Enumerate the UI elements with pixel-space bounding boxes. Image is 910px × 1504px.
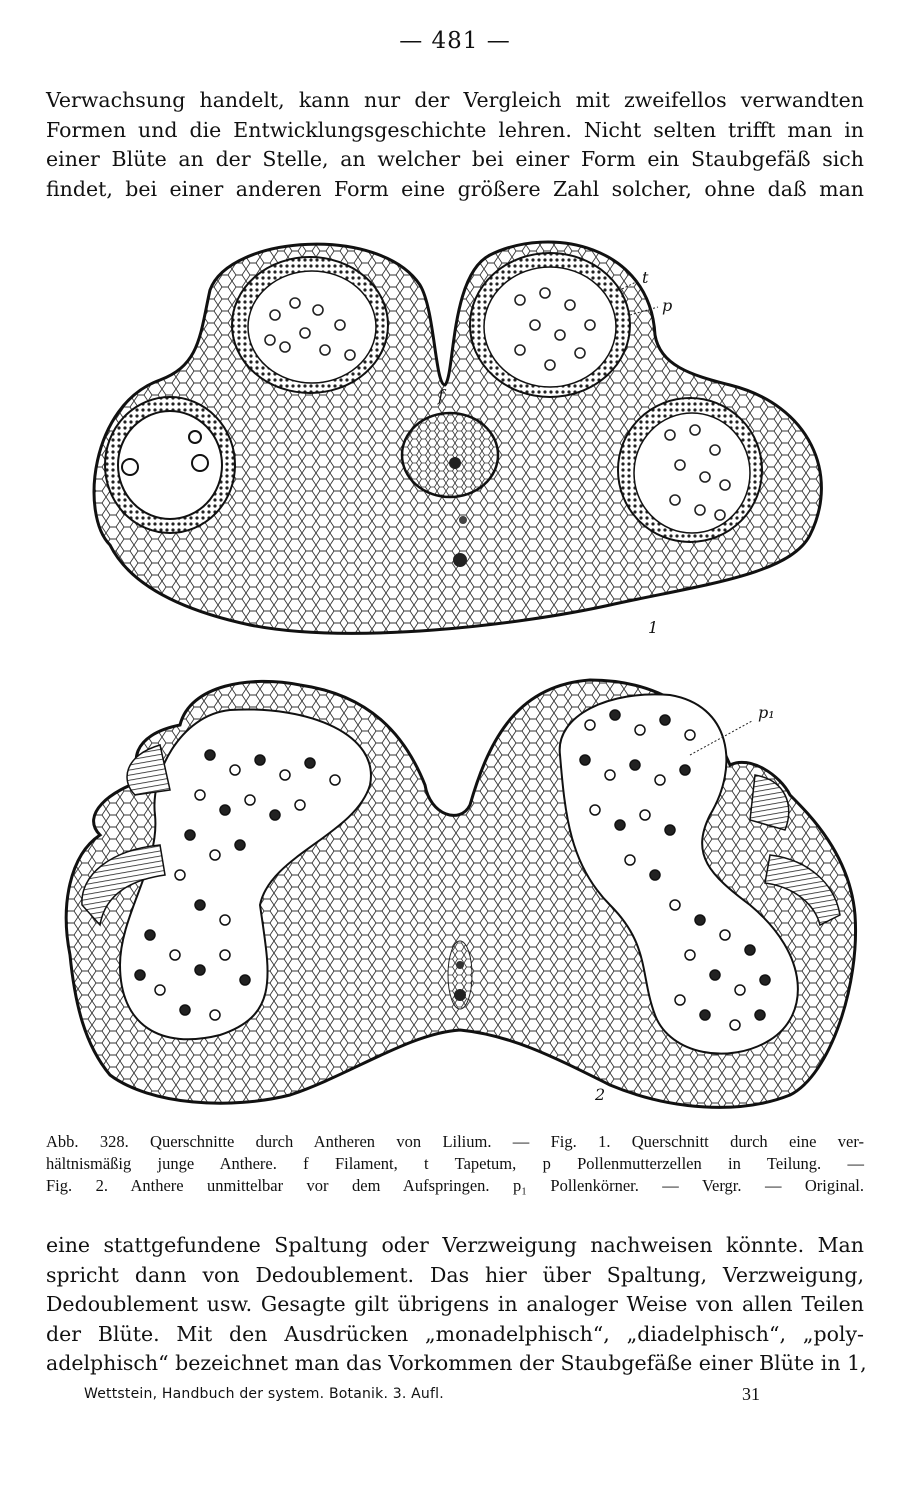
text-line: einer Blüte an der Stelle, an welcher bei einer Form ein Staubgefäß sich <box>46 147 864 171</box>
label-p1: p₁ <box>758 703 775 722</box>
fig2-label: 2 <box>595 1085 606 1104</box>
text-line: der Blüte. Mit den Ausdrücken „monadelphisch“, „diadelphisch“, „poly- <box>46 1321 864 1346</box>
caption-line: Abb. 328. Querschnitte durch Antheren von Lilium. — Fig. 1. Querschnitt durch eine ver- <box>46 1132 864 1151</box>
text-line: adelphisch“ bezeichnet man das Vorkommen der Staubgefäße einer Blüte in 1, <box>46 1351 867 1375</box>
figure-caption <box>46 1131 864 1197</box>
text-line: findet, bei einer anderen Form eine größere Zahl solcher, ohne daß man <box>46 176 864 201</box>
label-f: f <box>438 386 444 405</box>
text-line: Dedoublement usw. Gesagte gilt übrigens in analoger Weise von allen Teilen <box>46 1292 864 1316</box>
page-number: — 481 — <box>399 28 511 54</box>
paragraph-top <box>46 86 864 204</box>
text-line: Formen und die Entwicklungsgeschichte lehren. Nicht selten trifft man in <box>46 117 864 142</box>
signature-number: 31 <box>742 1384 760 1404</box>
label-t: t <box>642 268 649 287</box>
caption-line: hältnismäßig junge Anthere. f Filament, t Tapetum, p Pollenmutterzellen in Teilung. — <box>46 1154 864 1173</box>
fig2-anther <box>66 680 855 1107</box>
anther-cross-section-figure <box>50 215 870 1130</box>
label-p: p <box>662 296 673 315</box>
footer-reference: Wettstein, Handbuch der system. Botanik. 3. Aufl. <box>84 1386 444 1402</box>
text-line: spricht dann von Dedoublement. Das hier über Spaltung, Verzweigung, <box>46 1262 864 1287</box>
text-line: eine stattgefundene Spaltung oder Verzweigung nachweisen könnte. Man <box>46 1233 864 1257</box>
fig1-label: 1 <box>648 618 659 637</box>
paragraph-bottom <box>46 1231 867 1379</box>
caption-line: Fig. 2. Anthere unmittelbar vor dem Aufspringen. p₁ Pollenkörner. — Vergr. — Original. <box>46 1176 864 1195</box>
text-line: Verwachsung handelt, kann nur der Vergleich mit zweifellos verwandten <box>46 88 864 112</box>
fig1-anther <box>94 242 821 633</box>
